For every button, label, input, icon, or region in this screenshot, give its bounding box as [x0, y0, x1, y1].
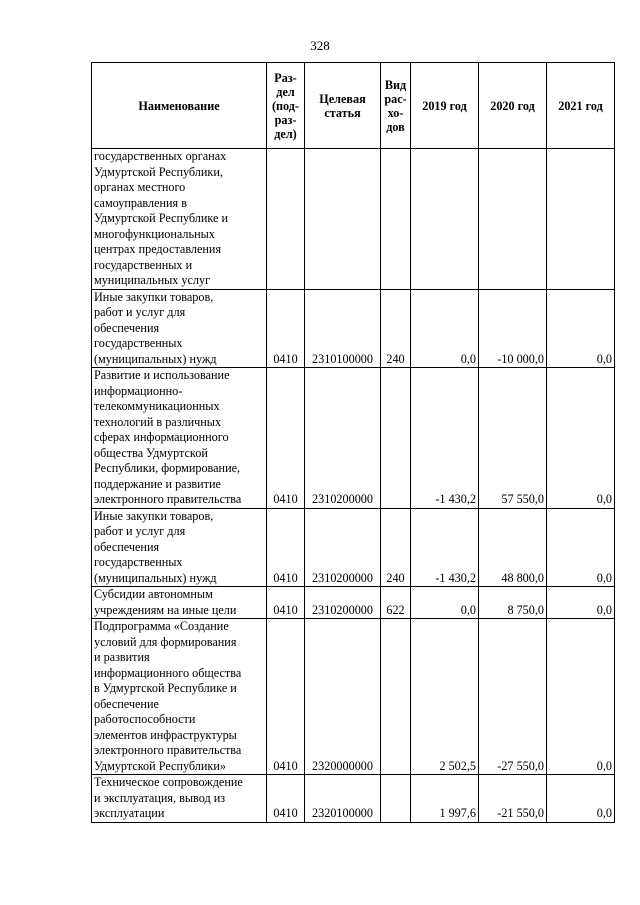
- header-target: Целевая статья: [305, 63, 381, 149]
- row-value-2021: 0,0: [547, 289, 615, 368]
- table-row: [92, 149, 615, 290]
- row-section: 0410: [267, 289, 305, 368]
- row-value-2021: 0,0: [547, 368, 615, 509]
- row-section: 0410: [267, 587, 305, 619]
- header-type: Вид рас- хо- дов: [381, 63, 411, 149]
- row-section: 0410: [267, 775, 305, 823]
- table-row: [92, 775, 615, 823]
- row-name: Субсидии автономным учреждениям на иные цели: [92, 587, 267, 619]
- row-target-article: 2310100000: [305, 289, 381, 368]
- row-name: государственных органах Удмуртской Республики, органах местного самоуправления в Удмуртской Республике и многофункциональных центрах предоставления государственных и муниципальных услуг: [92, 149, 267, 290]
- row-value-2021: 0,0: [547, 619, 615, 775]
- row-value-2019: 0,0: [411, 587, 479, 619]
- row-target-article: 2310200000: [305, 368, 381, 509]
- table-row: [92, 619, 615, 775]
- header-section: Раз- дел (под- раз- дел): [267, 63, 305, 149]
- row-value-2020: -27 550,0: [479, 619, 547, 775]
- row-name: Подпрограмма «Создание условий для формирования и развития информационного общества в Удмуртской Республике и обеспечение работоспособности элементов инфраструктуры электронного правительства Удмуртской Республики»: [92, 619, 267, 775]
- page-number: 328: [310, 38, 330, 53]
- row-target-article: 2310200000: [305, 508, 381, 587]
- budget-table: [91, 62, 615, 823]
- row-name: Развитие и использование информационно- телекоммуникационных технологий в различных сферах информационного общества Удмуртской Республики, формирование, поддержание и развитие электронного правительства: [92, 368, 267, 509]
- row-expense-type: [381, 149, 411, 290]
- row-expense-type: [381, 619, 411, 775]
- row-value-2019: [411, 149, 479, 290]
- table-row: [92, 508, 615, 587]
- row-expense-type: [381, 775, 411, 823]
- row-name: Иные закупки товаров, работ и услуг для обеспечения государственных (муниципальных) нужд: [92, 289, 267, 368]
- row-value-2019: 0,0: [411, 289, 479, 368]
- row-value-2019: 1 997,6: [411, 775, 479, 823]
- row-value-2020: -21 550,0: [479, 775, 547, 823]
- table-row: [92, 587, 615, 619]
- row-value-2020: 57 550,0: [479, 368, 547, 509]
- row-section: [267, 149, 305, 290]
- row-value-2021: 0,0: [547, 587, 615, 619]
- row-expense-type: 240: [381, 289, 411, 368]
- row-value-2021: 0,0: [547, 508, 615, 587]
- row-expense-type: 240: [381, 508, 411, 587]
- row-name: Техническое сопровождение и эксплуатация, вывод из эксплуатации: [92, 775, 267, 823]
- row-target-article: 2310200000: [305, 587, 381, 619]
- row-value-2019: -1 430,2: [411, 368, 479, 509]
- row-expense-type: [381, 368, 411, 509]
- row-expense-type: 622: [381, 587, 411, 619]
- header-2019: 2019 год: [411, 63, 479, 149]
- row-target-article: 2320100000: [305, 775, 381, 823]
- row-value-2019: 2 502,5: [411, 619, 479, 775]
- row-value-2020: [479, 149, 547, 290]
- row-target-article: [305, 149, 381, 290]
- row-section: 0410: [267, 619, 305, 775]
- row-value-2020: -10 000,0: [479, 289, 547, 368]
- row-value-2021: 0,0: [547, 775, 615, 823]
- header-row: [92, 63, 615, 149]
- row-value-2021: [547, 149, 615, 290]
- row-value-2019: -1 430,2: [411, 508, 479, 587]
- header-name: Наименование: [92, 63, 267, 149]
- row-value-2020: 48 800,0: [479, 508, 547, 587]
- row-name: Иные закупки товаров, работ и услуг для обеспечения государственных (муниципальных) нужд: [92, 508, 267, 587]
- row-section: 0410: [267, 368, 305, 509]
- row-section: 0410: [267, 508, 305, 587]
- row-target-article: 2320000000: [305, 619, 381, 775]
- table-row: [92, 368, 615, 509]
- header-2021: 2021 год: [547, 63, 615, 149]
- header-2020: 2020 год: [479, 63, 547, 149]
- table-row: [92, 289, 615, 368]
- row-value-2020: 8 750,0: [479, 587, 547, 619]
